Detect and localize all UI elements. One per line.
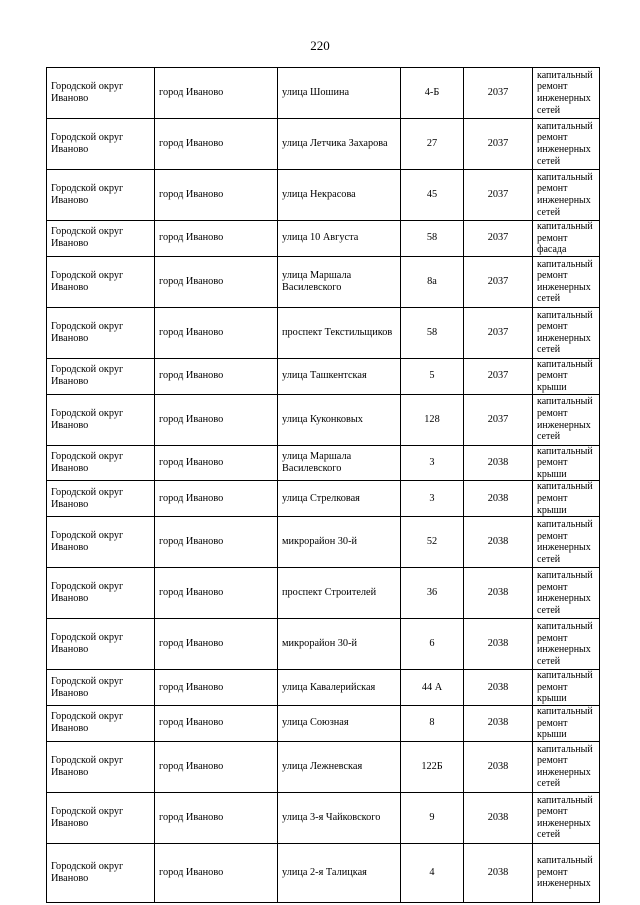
city-cell: город Иваново [155,670,278,706]
city-cell: город Иваново [155,568,278,619]
street-cell: улица Куконковых [278,394,401,445]
year-cell: 2037 [464,68,533,119]
house-cell: 9 [401,792,464,843]
table-row [47,221,600,257]
table-row [47,619,600,670]
street-cell: проспект Текстильщиков [278,307,401,358]
work-type-cell: капитальный ремонт инженерных [533,843,600,902]
year-cell: 2038 [464,705,533,741]
street-cell: улица Союзная [278,705,401,741]
work-type-cell: капитальный ремонт крыши [533,358,600,394]
street-cell: улица 2-я Талицкая [278,843,401,902]
city-cell: город Иваново [155,358,278,394]
table-row [47,256,600,307]
house-cell: 128 [401,394,464,445]
house-cell: 3 [401,445,464,481]
work-type-cell: капитальный ремонт фасада [533,221,600,257]
municipality-cell: Городской округ Иваново [47,394,155,445]
work-type-cell: капитальный ремонт инженерных сетей [533,517,600,568]
street-cell: микрорайон 30-й [278,619,401,670]
table-row [47,481,600,517]
municipality-cell: Городской округ Иваново [47,68,155,119]
municipality-cell: Городской округ Иваново [47,619,155,670]
house-cell: 8а [401,256,464,307]
street-cell: улица Лежневская [278,741,401,792]
year-cell: 2037 [464,307,533,358]
house-cell: 52 [401,517,464,568]
table-row [47,358,600,394]
city-cell: город Иваново [155,792,278,843]
year-cell: 2037 [464,221,533,257]
work-type-cell: капитальный ремонт крыши [533,481,600,517]
work-type-cell: капитальный ремонт инженерных сетей [533,119,600,170]
house-cell: 4 [401,843,464,902]
work-type-cell: капитальный ремонт инженерных сетей [533,394,600,445]
table-row [47,170,600,221]
table-row [47,568,600,619]
table-row [47,394,600,445]
municipality-cell: Городской округ Иваново [47,792,155,843]
municipality-cell: Городской округ Иваново [47,741,155,792]
house-cell: 58 [401,307,464,358]
table-row [47,68,600,119]
work-type-cell: капитальный ремонт крыши [533,445,600,481]
city-cell: город Иваново [155,256,278,307]
work-type-cell: капитальный ремонт инженерных сетей [533,568,600,619]
table-row [47,119,600,170]
city-cell: город Иваново [155,481,278,517]
street-cell: улица Ташкентская [278,358,401,394]
table-row [47,517,600,568]
house-cell: 8 [401,705,464,741]
city-cell: город Иваново [155,170,278,221]
work-type-cell: капитальный ремонт инженерных сетей [533,307,600,358]
street-cell: улица Маршала Василевского [278,256,401,307]
house-cell: 4-Б [401,68,464,119]
city-cell: город Иваново [155,394,278,445]
city-cell: город Иваново [155,445,278,481]
work-type-cell: капитальный ремонт инженерных сетей [533,792,600,843]
street-cell: улица Кавалерийская [278,670,401,706]
year-cell: 2038 [464,792,533,843]
municipality-cell: Городской округ Иваново [47,517,155,568]
year-cell: 2038 [464,568,533,619]
year-cell: 2038 [464,843,533,902]
municipality-cell: Городской округ Иваново [47,670,155,706]
house-cell: 36 [401,568,464,619]
year-cell: 2038 [464,445,533,481]
year-cell: 2038 [464,670,533,706]
city-cell: город Иваново [155,68,278,119]
work-type-cell: капитальный ремонт инженерных сетей [533,170,600,221]
street-cell: улица 10 Августа [278,221,401,257]
street-cell: улица 3-я Чайковского [278,792,401,843]
house-cell: 5 [401,358,464,394]
year-cell: 2037 [464,256,533,307]
city-cell: город Иваново [155,221,278,257]
municipality-cell: Городской округ Иваново [47,256,155,307]
work-type-cell: капитальный ремонт инженерных сетей [533,256,600,307]
year-cell: 2037 [464,170,533,221]
municipality-cell: Городской округ Иваново [47,221,155,257]
repair-schedule-table [46,67,600,903]
table-row [47,741,600,792]
table-row [47,843,600,902]
house-cell: 58 [401,221,464,257]
year-cell: 2038 [464,741,533,792]
street-cell: улица Стрелковая [278,481,401,517]
house-cell: 3 [401,481,464,517]
year-cell: 2038 [464,481,533,517]
year-cell: 2037 [464,358,533,394]
municipality-cell: Городской округ Иваново [47,843,155,902]
street-cell: улица Шошина [278,68,401,119]
year-cell: 2038 [464,517,533,568]
house-cell: 6 [401,619,464,670]
city-cell: город Иваново [155,619,278,670]
municipality-cell: Городской округ Иваново [47,481,155,517]
work-type-cell: капитальный ремонт инженерных сетей [533,741,600,792]
year-cell: 2038 [464,619,533,670]
street-cell: микрорайон 30-й [278,517,401,568]
house-cell: 122Б [401,741,464,792]
year-cell: 2037 [464,394,533,445]
work-type-cell: капитальный ремонт крыши [533,670,600,706]
street-cell: улица Летчика Захарова [278,119,401,170]
street-cell: улица Маршала Василевского [278,445,401,481]
municipality-cell: Городской округ Иваново [47,358,155,394]
municipality-cell: Городской округ Иваново [47,307,155,358]
municipality-cell: Городской округ Иваново [47,445,155,481]
table-row [47,792,600,843]
work-type-cell: капитальный ремонт крыши [533,705,600,741]
work-type-cell: капитальный ремонт инженерных сетей [533,619,600,670]
house-cell: 45 [401,170,464,221]
page-number: 220 [310,38,330,53]
work-type-cell: капитальный ремонт инженерных сетей [533,68,600,119]
table-row [47,705,600,741]
city-cell: город Иваново [155,307,278,358]
city-cell: город Иваново [155,517,278,568]
table-row [47,307,600,358]
municipality-cell: Городской округ Иваново [47,705,155,741]
city-cell: город Иваново [155,741,278,792]
city-cell: город Иваново [155,705,278,741]
municipality-cell: Городской округ Иваново [47,119,155,170]
municipality-cell: Городской округ Иваново [47,568,155,619]
year-cell: 2037 [464,119,533,170]
table-row [47,670,600,706]
street-cell: проспект Строителей [278,568,401,619]
street-cell: улица Некрасова [278,170,401,221]
municipality-cell: Городской округ Иваново [47,170,155,221]
city-cell: город Иваново [155,843,278,902]
house-cell: 27 [401,119,464,170]
house-cell: 44 А [401,670,464,706]
city-cell: город Иваново [155,119,278,170]
table-row [47,445,600,481]
